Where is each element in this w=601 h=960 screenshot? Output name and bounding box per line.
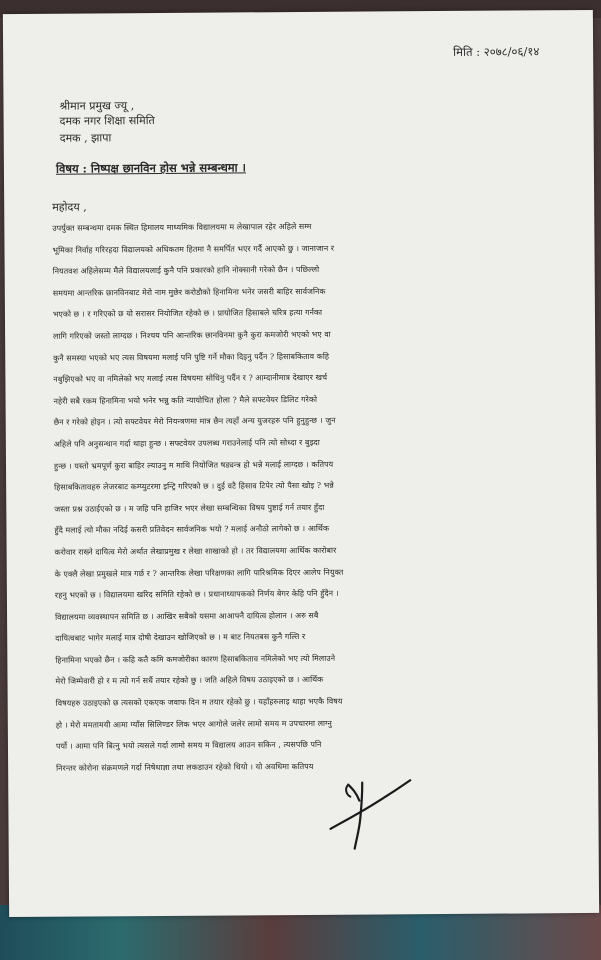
body-line: विद्यालयमा व्यवस्थापन समिति छ । आखिर सबैको यसमा आआफ्नै दायित्व होलान । अरु सबै: [55, 610, 319, 622]
recipient-line-1: श्रीमान प्रमुख ज्यू ,: [59, 99, 135, 113]
body-line: पर्यो । आमा पनि बित्नु भयो त्यसले गर्दा लामो समय म विद्यालय आउन सकिन , त्यसपछि पनि: [55, 740, 322, 751]
salutation: महोदय ,: [52, 200, 87, 214]
body-line: अहिले पनि अनुसन्धान गर्दा थाहा हुन्छ । सफ्टवेयर उपलब्ध गराउनेलाई पनि त्यो सोध्दा र बुझ्दा: [53, 437, 320, 449]
body-line: करोवार राख्ने दायित्व मेरो अर्थात लेखाप्रमुख र लेखा शाखाको हो । तर विद्यालयमा आर्थिक कारोबार: [54, 545, 337, 557]
signature: [326, 776, 417, 861]
body-line: हुँदै मलाई त्यो मौका नदिई कसरी प्रतिवेदन सार्वजनिक भयो ? मलाई अनौठो लागेको छ । आर्थिक: [54, 524, 330, 536]
body-line: जस्ता प्रश्न उठाईएको छ । म जहि पनि हाजिर भएर लेखा सम्बन्धिका विषय पुष्टाई गर्न तयार हुँदा: [54, 502, 325, 514]
body-line: भूमिका निर्वाह गरिरहदा विद्यालयको अधिकतम हितमा नै समर्पित भएर गर्दै आएको छु । जानाजान र: [52, 243, 335, 255]
letter-page: [3, 10, 599, 917]
body-line: कुनै समस्या भएको भए त्यस विषयमा मलाई पनि पुष्टि गर्ने मौका दिइनु पर्दैन ? हिसाबकिताव कहि: [53, 351, 330, 363]
body-line: विषयहरु उठाइएको छ त्यसको एकएक जवाफ दिन म तयार रहेको छु । यहाँहरुलाइ थाहा भएकै विषय: [55, 696, 343, 708]
letter-subject: विषय : निष्पक्ष छानविन होस भन्ने सम्बन्धमा ।: [55, 160, 247, 176]
recipient-line-2: दमक नगर शिक्षा समिति: [59, 114, 155, 128]
body-line: के एक्लै लेखा प्रमुखले मात्र गर्छ र ? आन्तरिक लेखा परिक्षणका लागि पारिश्रमिक दिएर आलेप नियुक्त: [54, 567, 344, 579]
body-line: नियतवश अहिलेसम्म मैले विद्यालयलाई कुनै पनि प्रकारको हानि नोक्सानी गरेको छैन । पछिल्लो: [52, 265, 320, 276]
body-line: हिनामिना भएको छैन । कहि कतै कमि कमजोरीका कारण हिसाबकिताव नमिलेको भए त्यो मिलाउने: [55, 653, 336, 665]
signature-mark-icon: [326, 776, 417, 857]
body-line: हुन्छ । यस्तो भ्रमपूर्ण कुरा बाहिर ल्याउनु म माथि नियोजित षड्यन्त्र हो भन्ने मलाई लाग्दछ । कतिपय: [53, 459, 334, 471]
recipient-line-3: दमक , झापा: [59, 131, 112, 145]
body-line: नहेरी सबै रकम हिनामिना भयो भनेर भन्नु कति न्यायोचित होला ? मैले सफ्टवेयर डिलिट गरेको: [53, 394, 318, 406]
body-line: नबुझिएको भए वा नमिलेको भए मलाई त्यस विषयमा सोधिनु पर्दैन र ? आम्दानीमात्र देखाएर खर्च: [53, 372, 328, 384]
body-line: समयमा आन्तरिक छानविनबाट मेरो नाम मुछेर करोडौको हिनामिना भनेर जसरी बाहिर सार्वजनिक: [52, 286, 326, 298]
body-line: रहनु भएको छ । विद्यालयमा खरिद समिति रहेको छ । प्रधानाध्यापकको निर्णय बेगर केहि पनि हुँदैन ।: [54, 588, 339, 600]
body-line: निरन्तर कोरोना संक्रमणले गर्दा निषेधाज्ञा तथा लकडाउन रहेको थियो । यो अवधिमा कतिपय: [56, 761, 314, 773]
letter-body: [52, 214, 596, 779]
body-line: उपर्युक्त सम्बन्धमा दमक स्थित हिमालय माध्यमिक विद्यालयमा म लेखापाल रहेर अहिले सम्म: [52, 221, 312, 233]
body-line: मेरो जिम्मेवारी हो र म त्यो गर्न सधैं तयार रहेको छु । जति अहिले विषय उठाइएको छ । आर्थिक: [55, 675, 324, 687]
body-line: लागि गरिएको जस्तो लाग्दछ । निश्चय पनि आन्तरिक छानविनमा कुनै कुरा कमजोरी भएको भए वा: [53, 329, 331, 341]
body-line: दायित्वबाट भागेर मलाई मात्र दोषी देखाउन खोजिएको छ । म बाट नियतबस कुनै गल्ति र: [55, 632, 306, 644]
body-line: हिसाबकितावहरु लेजरबाट कम्प्युटरमा इन्ट्रि गरिएको छ । दुई वटै हिसाव टिपेर त्यो पैसा खोइ ? भन्ने: [54, 480, 334, 492]
body-line: हो । मेरो ममतामयी आमा ग्याँस सिलिण्डर लिक भएर आगोले जलेर लामो समय म उपचारमा लाग्नु: [55, 718, 332, 730]
letter-date: मिति : २०७८/०६/१४: [453, 44, 540, 59]
body-line: भएको छ । र गरिएको छ यो सरासर नियोजित रहेको छ । प्रायोजित हिसाबले चरित्र हत्या गर्नका: [52, 308, 323, 320]
body-line: छैन र गरेको होइन । त्यो सफ्टवेयर मेरो नियन्त्रणमा मात्र छैन त्यहाँ अन्य युजरहरु पनि हुनुहुन्छ । जुन: [53, 416, 336, 428]
